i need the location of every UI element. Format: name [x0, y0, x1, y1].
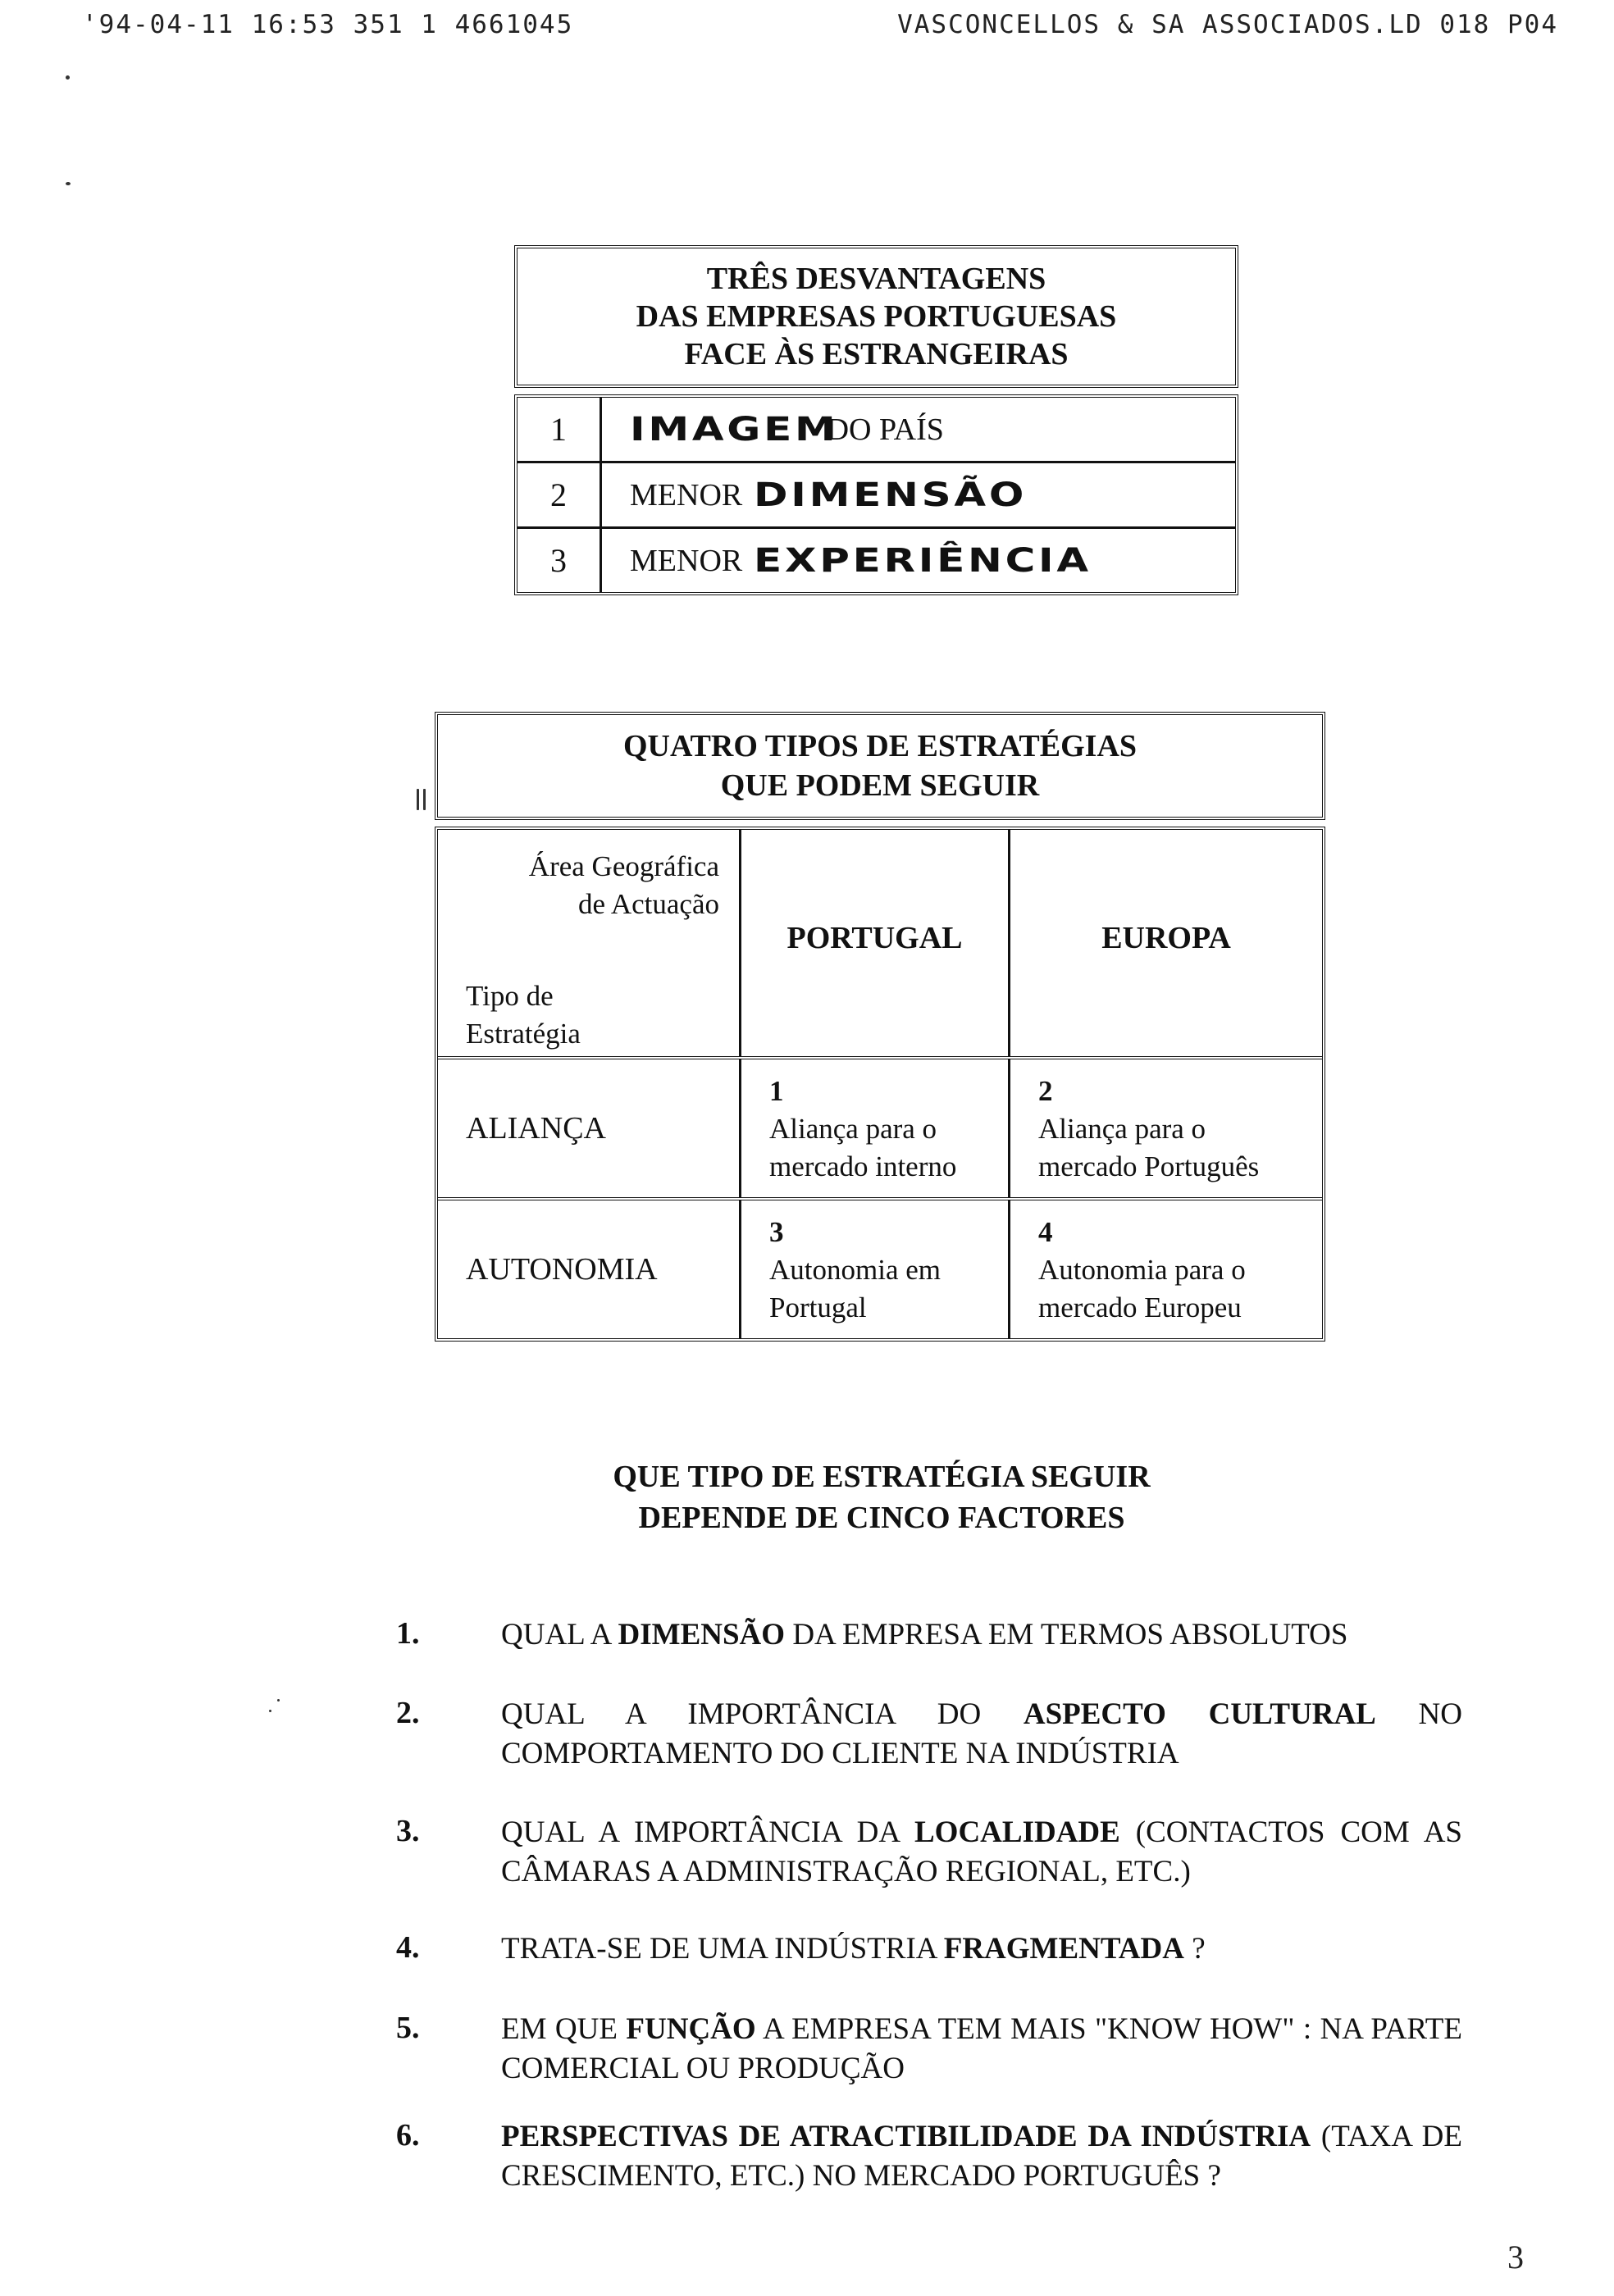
item-number: 4.: [396, 1930, 420, 1965]
cell-line: mercado Português: [1038, 1150, 1260, 1182]
plain-word: MENOR: [630, 477, 743, 512]
column-header-cell: [1010, 830, 1322, 1056]
cell-line: Autonomia para o: [1038, 1254, 1246, 1286]
text-part: QUAL A IMPORTÂNCIA DA: [501, 1815, 914, 1849]
cell-line: mercado Europeu: [1038, 1292, 1242, 1323]
emphasis-word: DIMENSÃO: [754, 476, 1028, 514]
item-number: 2.: [396, 1696, 420, 1730]
corner-line: Tipo de: [466, 980, 554, 1012]
corner-cell: [438, 830, 741, 1056]
item-text: [501, 2010, 1462, 2089]
text-part: (CONTACTOS COM AS CÂMARAS A ADMINISTRAÇÃO REGIONAL, ETC.): [501, 1815, 1462, 1888]
cell-line: Aliança para o: [769, 1113, 937, 1145]
text-part: QUAL A IMPORTÂNCIA DO: [501, 1697, 1024, 1731]
title-line: QUE PODEM SEGUIR: [720, 768, 1040, 803]
cell-text: [769, 1073, 956, 1186]
scan-speck: [417, 789, 419, 810]
row-label-cell: [438, 1059, 741, 1197]
item-number: 1.: [396, 1616, 420, 1651]
disadvantages-title: [514, 245, 1238, 388]
text-part: QUAL A: [501, 1618, 618, 1651]
strategies-title: [435, 712, 1325, 820]
disadvantage-row: [517, 463, 1235, 529]
cell-text: [1038, 1073, 1259, 1186]
strategy-row: [438, 1059, 1322, 1200]
corner-line: Área Geográfica: [528, 850, 719, 882]
title-line: QUATRO TIPOS DE ESTRATÉGIAS: [622, 729, 1138, 763]
disadvantage-row: [517, 529, 1235, 592]
row-number: 1: [517, 398, 602, 461]
text-emphasis: LOCALIDADE: [914, 1815, 1120, 1849]
text-emphasis: DIMENSÃO: [618, 1618, 786, 1651]
cell-line: Autonomia em: [769, 1254, 941, 1286]
cell-number: 3: [769, 1216, 784, 1248]
text-emphasis: ASPECTO CULTURAL: [1023, 1697, 1376, 1731]
row-number: 2: [517, 463, 602, 526]
row-label: ALIANÇA: [466, 1111, 606, 1146]
text-part: A EMPRESA TEM MAIS "KNOW HOW" : NA PARTE COMERCIAL OU PRODUÇÃO: [501, 2012, 1462, 2085]
row-text: [602, 463, 1235, 526]
emphasis-word: EXPERIÊNCIA: [754, 541, 1092, 580]
column-header: PORTUGAL: [786, 921, 963, 955]
item-number: 3.: [396, 1814, 420, 1848]
row-text: [602, 529, 1235, 592]
scan-speck: [423, 789, 426, 810]
strategies-table: [435, 712, 1325, 1342]
item-text: [501, 2117, 1462, 2196]
row-text: [602, 398, 1235, 461]
strategy-row: [438, 1200, 1322, 1338]
plain-word: MENOR: [630, 543, 743, 578]
cell-number: 1: [769, 1075, 784, 1107]
item-text: [501, 1615, 1462, 1655]
fax-header-left: '94-04-11 16:53 351 1 4661045: [82, 10, 574, 39]
strategy-cell: [1010, 1059, 1322, 1197]
plain-word: DO PAÍS: [826, 412, 944, 447]
text-part: DA EMPRESA EM TERMOS ABSOLUTOS: [785, 1618, 1348, 1651]
corner-line: Estratégia: [466, 1018, 581, 1050]
column-header-cell: [741, 830, 1010, 1056]
item-text: [501, 1813, 1462, 1892]
cell-line: Portugal: [769, 1292, 867, 1323]
text-part: NO COMPORTAMENTO DO CLIENTE NA INDÚSTRIA: [501, 1697, 1462, 1770]
row-label-cell: [438, 1200, 741, 1338]
strategy-cell: [741, 1200, 1010, 1338]
text-emphasis: FUNÇÃO: [626, 2012, 756, 2046]
page-number: 3: [1507, 2239, 1524, 2276]
row-number: 3: [517, 529, 602, 592]
title-line: FACE ÀS ESTRANGEIRAS: [684, 337, 1069, 371]
scan-speck: [66, 182, 71, 185]
header-row: [438, 830, 1322, 1059]
title-line: DEPENDE DE CINCO FACTORES: [638, 1501, 1125, 1535]
column-header: EUROPA: [1101, 921, 1231, 955]
disadvantage-row: [517, 398, 1235, 463]
text-part: TRATA-SE DE UMA INDÚSTRIA: [501, 1932, 944, 1966]
cell-line: mercado interno: [769, 1150, 957, 1182]
title-line: TRÊS DESVANTAGENS: [706, 262, 1046, 296]
text-part: ?: [1183, 1932, 1206, 1966]
cell-number: 4: [1038, 1216, 1053, 1248]
cell-line: Aliança para o: [1038, 1113, 1206, 1145]
emphasis-word: IMAGEM: [630, 410, 839, 449]
text-part: (TAXA DE CRESCIMENTO, ETC.) NO MERCADO PORTUGUÊS ?: [501, 2120, 1463, 2193]
strategies-grid: [435, 827, 1325, 1342]
item-text: [501, 1929, 1462, 1969]
cell-text: [1038, 1214, 1246, 1327]
item-number: 5.: [396, 2011, 420, 2045]
cell-number: 2: [1038, 1075, 1053, 1107]
text-emphasis: FRAGMENTADA: [943, 1932, 1184, 1966]
text-part: EM QUE: [501, 2012, 627, 2046]
scan-speck: [277, 1699, 280, 1702]
item-number: 6.: [396, 2118, 420, 2152]
factors-title: [0, 1456, 1614, 1538]
scan-speck: [66, 75, 70, 80]
text-emphasis: PERSPECTIVAS DE ATRACTIBILIDADE DA INDÚSTRIA: [501, 2120, 1311, 2153]
disadvantages-rows: [514, 394, 1238, 595]
corner-top-label: [529, 848, 719, 923]
strategy-cell: [1010, 1200, 1322, 1338]
fax-header-right: VASCONCELLOS & SA ASSOCIADOS.LD 018 P04: [897, 10, 1558, 39]
corner-bottom-label: [466, 977, 581, 1053]
cell-text: [769, 1214, 941, 1327]
scan-speck: [269, 1710, 271, 1712]
disadvantages-table: [514, 245, 1238, 595]
title-line: DAS EMPRESAS PORTUGUESAS: [636, 299, 1117, 334]
corner-line: de Actuação: [578, 888, 719, 920]
item-text: [501, 1695, 1462, 1774]
strategy-cell: [741, 1059, 1010, 1197]
row-label: AUTONOMIA: [466, 1252, 658, 1287]
title-line: QUE TIPO DE ESTRATÉGIA SEGUIR: [613, 1460, 1151, 1494]
